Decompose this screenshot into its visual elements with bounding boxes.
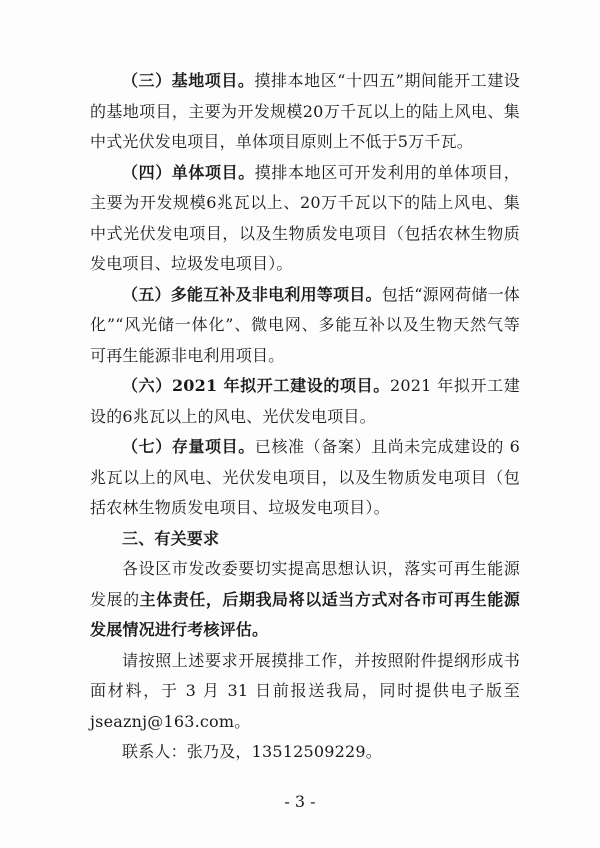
label-base-projects: （三）基地项目。 <box>122 71 255 90</box>
text-base-projects: 摸排本地区“十四五”期间能开工建设的基地项目，主要为开发规模20万千瓦以上的陆上风电、集中式光伏发电项目，单体项目原则上不低于5万千瓦。 <box>90 71 520 151</box>
paragraph-existing-projects <box>90 432 520 524</box>
label-multi-energy-projects: （五）多能互补及非电利用等项目。 <box>122 284 382 304</box>
label-existing-projects: （七）存量项目。 <box>122 437 255 456</box>
paragraph-requirement <box>90 554 520 646</box>
label-2021-projects: （六）2021 年拟开工建设的项目。 <box>122 376 390 395</box>
paragraph-submission: 请按照上述要求开展摸排工作，并按照附件提纲形成书面材料，于 3 月 31 日前报送我局，同时提供电子版至jseaznj@163.com。 <box>90 650 520 731</box>
page-number: - 3 - <box>284 792 316 811</box>
paragraph-base-projects <box>90 66 520 158</box>
paragraph-multi-energy-projects <box>90 280 520 372</box>
requirement-intro: 各设区市发改委要切实提高思想认识，落实可再生能源发展的 <box>90 559 520 609</box>
paragraph-2021-projects <box>90 371 520 432</box>
requirement-bold-term: 主体责任 <box>139 589 206 609</box>
label-single-projects: （四）单体项目。 <box>122 162 255 182</box>
document-body <box>90 66 520 768</box>
text-multi-energy-projects: 包括“源网荷储一体化”“风光储一体化”、微电网、多能互补以及生物天然气等可再生能源非电利用项目。 <box>90 284 521 365</box>
requirement-bold-tail: ，后期我局将以适当方式对各市可再生能源发展情况进行考核评估。 <box>90 589 520 639</box>
text-single-projects: 摸排本地区可开发利用的单体项目，主要为开发规模6兆瓦以上、20万千瓦以下的陆上风电、集中式光伏发电项目，以及生物质发电项目（包括农林生物质发电项目、垃圾发电项目）。 <box>90 162 520 273</box>
paragraph-contact: 联系人：张乃及，13512509229。 <box>122 742 382 761</box>
text-2021-projects: 2021 年拟开工建设的6兆瓦以上的风电、光伏发电项目。 <box>90 376 521 426</box>
paragraph-single-projects <box>90 158 520 280</box>
section-heading: 三、有关要求 <box>122 528 220 548</box>
text-existing-projects: 已核准（备案）且尚未完成建设的 6兆瓦以上的风电、光伏发电项目，以及生物质发电项目（包括农林生物质发电项目、垃圾发电项目）。 <box>90 437 520 517</box>
